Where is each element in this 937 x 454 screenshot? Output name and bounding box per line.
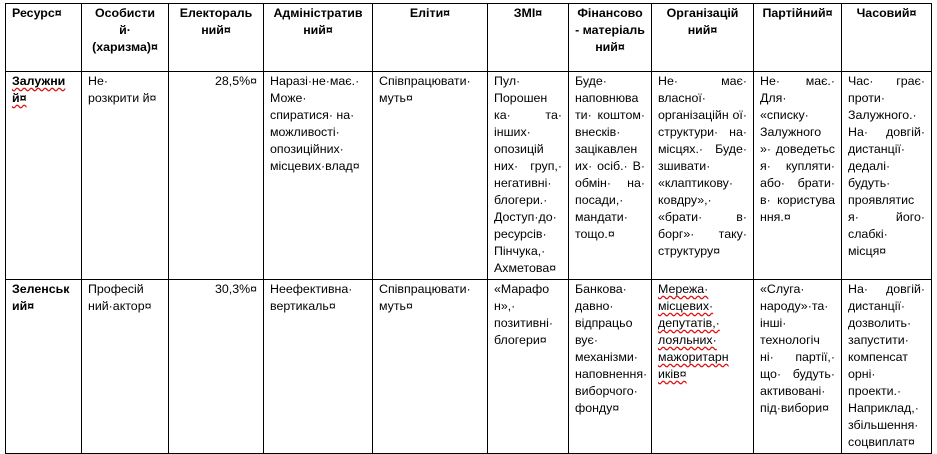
cell-administrative: Наразі·не·має.· Може· спиратися· на· можливості· опозиційних· місцевих·влад¤	[264, 72, 373, 280]
cell-media: Пул· Порошен ка· та· інших· опозицій них· груп,· негативні· блогери.· Доступ·до· ресурсів· Пінчука,· Ахметова¤	[488, 72, 569, 280]
cell-time: Час· грає· проти· Залужного.· На· довгій· дистанції· дедалі· будуть· проявлятис я· його· слабкі· місця¤	[842, 72, 932, 280]
spellcheck-marked-text: Мережа· місцевих· депутатів,· лояльних· мажоритарн иків¤	[658, 282, 729, 381]
header-financial-material: Фінансово - матеріаль ний¤	[569, 4, 652, 72]
header-organizational: Організацій ний¤	[652, 4, 754, 72]
cell-organizational	[652, 280, 754, 454]
header-party: Партійний¤	[754, 4, 842, 72]
row-name-zaluzhnyi	[6, 72, 82, 280]
cell-electoral: 28,5%¤	[169, 72, 264, 280]
cell-party: «Слуга· народу»·та· інші· технологіч ні· партії,· що· будуть· активовані· під·вибори¤	[754, 280, 842, 454]
header-electoral: Електораль ний¤	[169, 4, 264, 72]
header-administrative: Адміністратив ний¤	[264, 4, 373, 72]
header-personal-charisma: Особисти й· (харизма)¤	[82, 4, 169, 72]
cell-time: На· довгій· дистанції· дозволить· запустити· компенсат орні· проекти.· Наприклад,· збільшення· соцвиплат¤	[842, 280, 932, 454]
cell-party: Не· має.· Для· «списку· Залужного »· доведетьс я· купляти· або· брати· в· користува ння.¤	[754, 72, 842, 280]
spellcheck-marked-text: Залужни й¤	[12, 74, 66, 105]
header-media: ЗМІ¤	[488, 4, 569, 72]
cell-administrative: Неефективна· вертикаль¤	[264, 280, 373, 454]
table-header-row	[6, 4, 932, 72]
cell-elites: Співпрацювати· муть¤	[373, 280, 488, 454]
cell-personal: Професій ний·актор¤	[82, 280, 169, 454]
cell-media: «Марафо н»,· позитивні· блогери¤	[488, 280, 569, 454]
cell-elites: Співпрацювати· муть¤	[373, 72, 488, 280]
cell-financial: Буде· наповнюва ти· коштом· внесків· зацікавлен их· осіб.· В· обмін· на· посади,· мандати· тощо.¤	[569, 72, 652, 280]
cell-financial: Банкова· давно· відпрацьо вує· механізми· наповнення· виборчого· фонду¤	[569, 280, 652, 454]
row-name-zelenskyi: Зеленськ ий¤	[6, 280, 82, 454]
header-resource: Ресурс¤	[6, 4, 82, 72]
table-row	[6, 72, 932, 280]
cell-organizational: Не· має· власної· організаційн ої· структури· на· місцях.· Буде· зшивати· «клаптикову· ковдру»,· «брати· в· борг»· таку· структуру¤	[652, 72, 754, 280]
resources-table	[5, 3, 932, 454]
table-row	[6, 280, 932, 454]
cell-electoral: 30,3%¤	[169, 280, 264, 454]
header-time: Часовий¤	[842, 4, 932, 72]
header-elites: Еліти¤	[373, 4, 488, 72]
cell-personal: Не· розкрити й¤	[82, 72, 169, 280]
